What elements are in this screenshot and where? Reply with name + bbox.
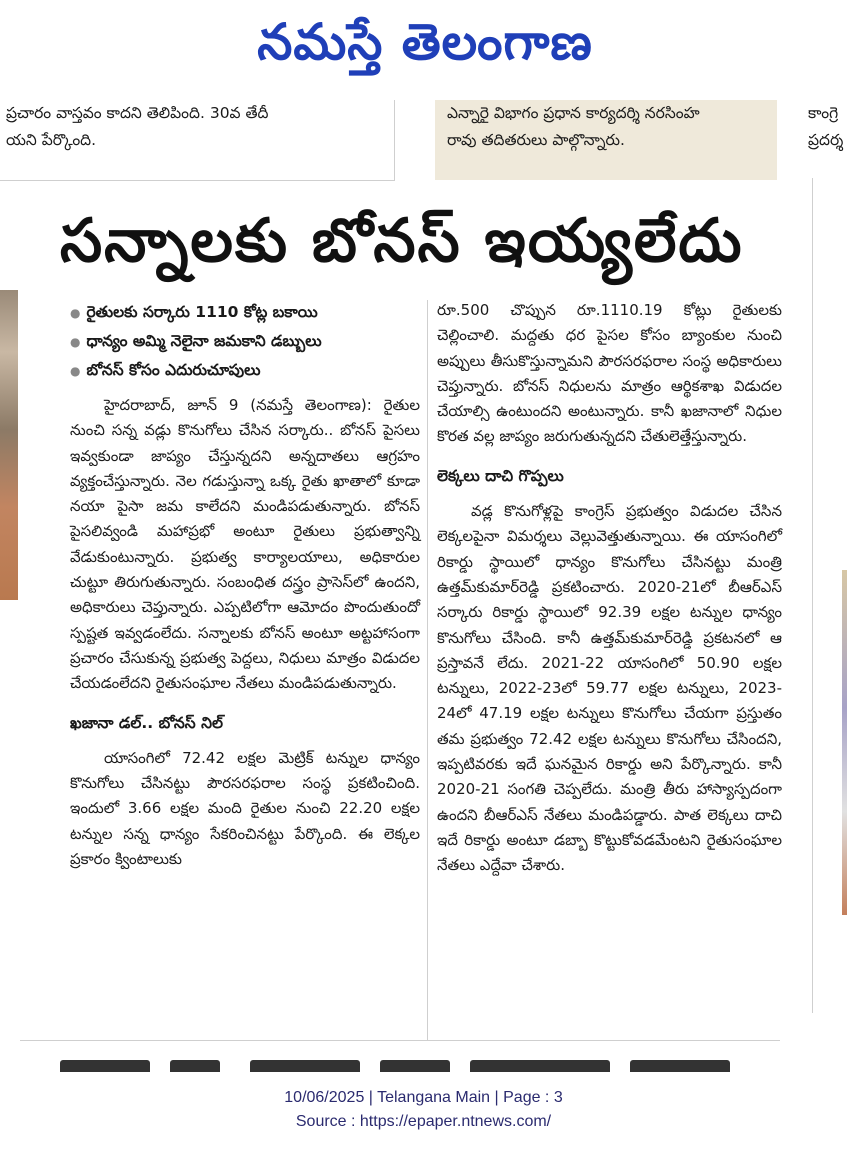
- bullet-item: ● ధాన్యం అమ్మి నెలైనా జమకాని డబ్బులు: [70, 327, 420, 356]
- edition-info: 10/06/2025 | Telangana Main | Page : 3: [284, 1089, 563, 1106]
- bullet-item: ● బోనస్ కోసం ఎదురుచూపులు: [70, 356, 420, 385]
- previous-article-fragment-left: [0, 100, 395, 181]
- cropped-glyph: [380, 1060, 450, 1072]
- section-divider: [20, 1040, 780, 1041]
- cropped-glyph: [170, 1060, 220, 1072]
- fragment-line: రావు తదితరులు పాల్గొన్నారు.: [447, 131, 625, 149]
- column-divider: [427, 300, 428, 1040]
- article-paragraph: హైదరాబాద్, జూన్ 9 (నమస్తే తెలంగాణ): రైతుల నుంచి సన్న వడ్లు కొనుగోలు చేసిన సర్కారు.. బోనస్ పైసలు ఇవ్వకుండా జాప్యం చేస్తున్నదని అన్నదాతలు ఆగ్రహం వ్యక్తంచేస్తున్నారు. నెల గడుస్తున్నా ఒక్క రైతు ఖాతాలో కూడా నయా పైసా జమ కాలేదని మండిపడుతున్నారు. బోనస్ పైసలివ్వండి మహాప్రభో అంటూ రైతులు ప్రభుత్వాన్ని వేడుకుంటున్నారు. ప్రభుత్వ కార్యాలయాలు, అధికారుల చుట్టూ తిరుగుతున్నారు. సంబంధిత దస్త్రం ప్రాసెస్‌లో ఉందని, అధికారులు చెప్తున్నారు. ఎప్పటిలోగా ఆమోదం పొందుతుందో స్పష్టత ఇవ్వడంలేదు. సన్నాలకు బోనస్ అంటూ అట్టహాసంగా ప్రచారం చేసుకున్న ప్రభుత్వ పెద్దలు, నిధులు మాత్రం విడుదల చేయడంలేదని రైతుసంఘాల నేతలు మండిపడుతున్నారు.: [70, 396, 420, 693]
- article-column-2: [437, 298, 782, 879]
- highlight-bullets: [70, 298, 420, 385]
- bullet-item: ● రైతులకు సర్కారు 1110 కోట్ల బకాయి: [70, 298, 420, 327]
- fragment-line: ప్రచారం వాస్తవం కాదని తెలిపింది. 30వ తేదీ: [6, 104, 269, 122]
- subheading: లెక్కలు దాచి గొప్పలు: [437, 466, 564, 485]
- masthead: [0, 0, 847, 100]
- article-paragraph: యాసంగిలో 72.42 లక్షల మెట్రిక్ టన్నుల ధాన్యం కొనుగోలు చేసినట్టు పౌరసరఫరాల సంస్థ ప్రకటించింది. ఇందులో 3.66 లక్షల మంది రైతుల నుంచి 22.20 లక్షల టన్నుల సన్న ధాన్యం సేకరించినట్టు పేర్కొంది. ఈ లెక్కల ప్రకారం క్వింటాలుకు: [70, 748, 420, 869]
- cropped-glyph: [60, 1060, 150, 1072]
- article-paragraph: రూ.500 చొప్పున రూ.1110.19 కోట్లు రైతులకు చెల్లించాలి. మద్దతు ధర పైసల కోసం బ్యాంకుల నుంచి అప్పులు తీసుకొస్తున్నామని పౌరసరఫరాల సంస్థ అధికారులు చెప్తున్నారు. బోనస్ నిధులను మాత్రం ఆర్థికశాఖ విడుదల చేయాల్సి ఉంటుందని అంటున్నారు. కానీ ఖజానాలో నిధుల కొరత వల్ల జాప్యం జరుగుతున్నదని చేతులెత్తేస్తున్నారు.: [437, 301, 782, 446]
- cropped-photo-right: [842, 570, 847, 915]
- previous-article-fragment-right: [800, 100, 847, 180]
- article-column-1: [70, 298, 420, 872]
- next-headline-cropped: [0, 1042, 847, 1072]
- cropped-photo-left: [0, 290, 18, 600]
- fragment-line: కాంగ్రె: [808, 104, 839, 122]
- fragment-line: యని పేర్కొంది.: [6, 131, 97, 149]
- subheading: ఖజానా డల్.. బోనస్ నిల్: [70, 713, 223, 732]
- cropped-glyph: [250, 1060, 360, 1072]
- cropped-glyph: [630, 1060, 730, 1072]
- article-headline: సన్నాలకు బోనస్ ఇయ్యలేదు: [60, 206, 744, 276]
- fragment-line: ఎన్నారై విభాగం ప్రధాన కార్యదర్శి నరసింహ: [447, 104, 700, 122]
- newspaper-logo: నమస్తే తెలంగాణ: [257, 13, 593, 71]
- page-footer: [0, 1086, 847, 1134]
- previous-article-fragment-middle: [435, 100, 777, 180]
- article-paragraph: వడ్ల కొనుగోళ్లపై కాంగ్రెస్ ప్రభుత్వం విడుదల చేసిన లెక్కలపైనా విమర్శలు వెల్లువెత్తుతున్నాయి. ఈ యాసంగిలో రికార్డు స్థాయిలో ధాన్యం కొనుగోలు చేసినట్టు మంత్రి ఉత్తమ్‌కుమార్‌రెడ్డి ప్రకటించారు. 2020-21లో బీఆర్ఎస్ సర్కారు రికార్డు స్థాయిలో 92.39 లక్షల టన్నుల ధాన్యం కొనుగోలు చేసింది. కానీ ఉత్తమ్‌కుమార్‌రెడ్డి ప్రకటనలో ఆ ప్రస్తావనే లేదు. 2021-22 యాసంగిలో 50.90 లక్షల టన్నులు, 2022-23లో 59.77 లక్షల టన్నులు, 2023-24లో 47.19 లక్షల టన్నులు కొనుగోలు చేయగా ప్రస్తుతం తమ ప్రభుత్వం 72.42 లక్షల టన్నులు కొనుగోలు చేసిందని, ఇప్పటివరకు ఇదే ఘనమైన రికార్డు అని పేర్కొన్నారు. కానీ 2020-21 సంగతి చెప్పలేదు. మంత్రి తీరు హాస్యాస్పదంగా ఉందని బీఆర్ఎస్ నేతలు మండిపడ్డారు. పాత లెక్కలు దాచి ఇదే రికార్డు అంటూ డబ్బా కొట్టుకోవడమేంటని రైతుసంఘాల నేతలు ఎద్దేవా చేశారు.: [437, 502, 782, 875]
- fragment-line: ప్రదర్శ: [808, 131, 844, 149]
- source-link[interactable]: Source : https://epaper.ntnews.com/: [295, 1113, 552, 1130]
- cropped-glyph: [470, 1060, 610, 1072]
